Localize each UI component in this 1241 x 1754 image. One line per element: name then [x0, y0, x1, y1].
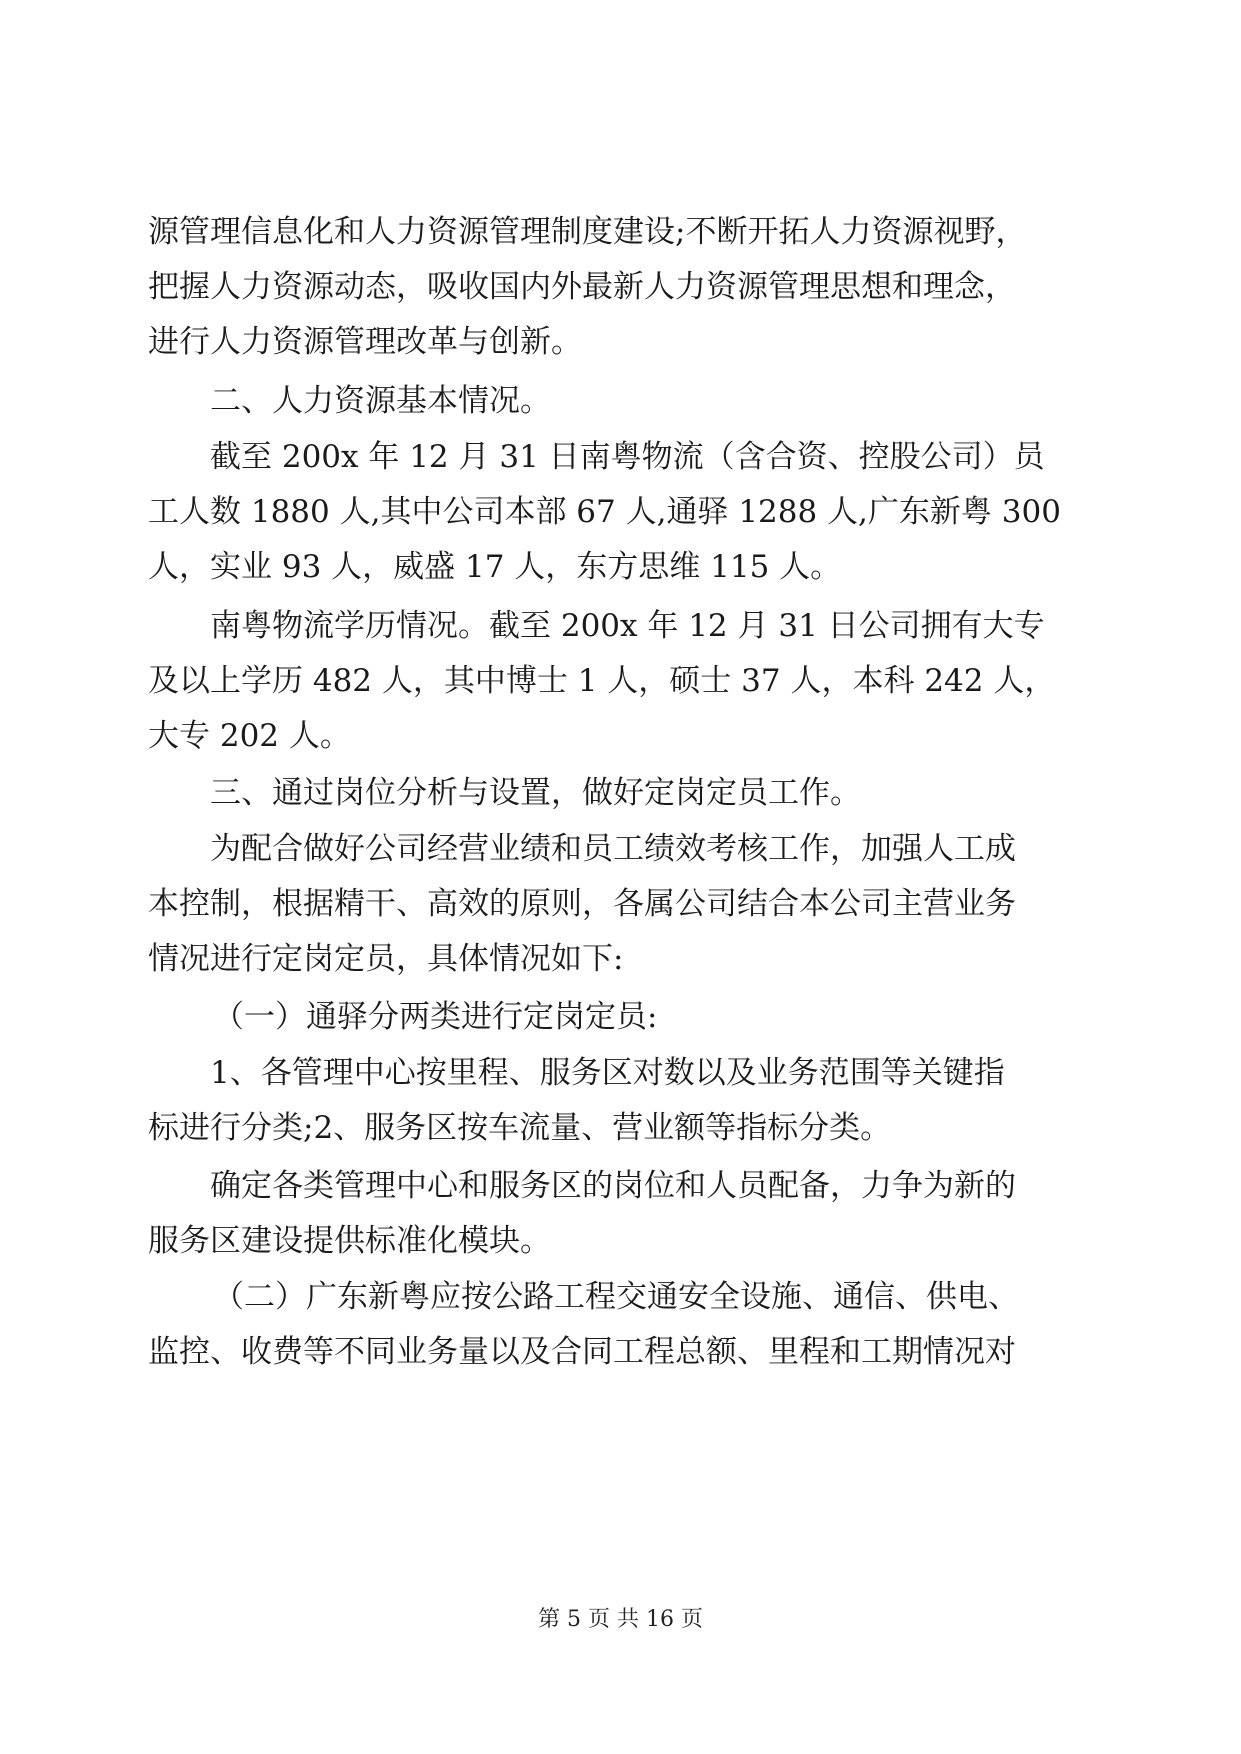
text-line — [0, 267, 1241, 307]
text-line-content: 人，实业 93 人，威盛 17 人，东方思维 115 人。 — [148, 549, 842, 585]
text-line — [0, 716, 1241, 756]
text-line-content: 1、各管理中心按里程、服务区对数以及业务范围等关键指 — [210, 1055, 1005, 1091]
page-footer — [0, 1606, 1241, 1634]
subsection-heading-text: （二）广东新粤应按公路工程交通安全设施、通信、供电、 — [213, 1279, 1019, 1315]
section-heading — [0, 381, 1241, 421]
text-line — [0, 1108, 1241, 1148]
text-line-content: 工人数 1880 人,其中公司本部 67 人,通驿 1288 人,广东新粤 300 — [148, 494, 1061, 530]
text-line-content: 源管理信息化和人力资源管理制度建设;不断开拓人力资源视野， — [148, 214, 1027, 250]
text-line-content: 确定各类管理中心和服务区的岗位和人员配备，力争为新的 — [210, 1168, 1016, 1204]
text-line — [0, 606, 1241, 646]
text-line-content: 标进行分类;2、服务区按车流量、营业额等指标分类。 — [148, 1110, 892, 1146]
subsection-heading-text: （一）通驿分两类进行定岗定员: — [213, 999, 658, 1035]
text-line-content: 大专 202 人。 — [148, 718, 351, 754]
text-line-content: 为配合做好公司经营业绩和员工绩效考核工作，加强人工成 — [210, 831, 1016, 867]
text-line — [0, 212, 1241, 252]
text-line — [0, 1221, 1241, 1261]
text-line-content: 进行人力资源管理改革与创新。 — [148, 324, 582, 360]
subsection-heading — [0, 997, 1241, 1037]
text-line — [0, 939, 1241, 979]
text-line-content: 监控、收费等不同业务量以及合同工程总额、里程和工期情况对 — [148, 1334, 1016, 1370]
text-line — [0, 884, 1241, 924]
text-line — [0, 322, 1241, 362]
text-line-content: 及以上学历 482 人，其中博士 1 人，硕士 37 人，本科 242 人， — [148, 663, 1056, 699]
text-line-content: 把握人力资源动态，吸收国内外最新人力资源管理思想和理念， — [148, 269, 1016, 305]
text-line — [0, 661, 1241, 701]
page-number-label: 第 5 页 共 16 页 — [538, 1607, 703, 1632]
text-line — [0, 547, 1241, 587]
text-line-content: 服务区建设提供标准化模块。 — [148, 1223, 551, 1259]
text-line — [0, 829, 1241, 869]
text-line-content: 本控制，根据精干、高效的原则，各属公司结合本公司主营业务 — [148, 886, 1016, 922]
text-line-content: 南粤物流学历情况。截至 200x 年 12 月 31 日公司拥有大专 — [210, 608, 1045, 644]
text-line — [0, 1053, 1241, 1093]
text-line-content: 截至 200x 年 12 月 31 日南粤物流（含合资、控股公司）员 — [210, 439, 1045, 475]
text-line — [0, 437, 1241, 477]
section-heading-text: 二、人力资源基本情况。 — [210, 383, 551, 419]
text-line — [0, 1332, 1241, 1372]
subsection-heading — [0, 1277, 1241, 1317]
text-line-content: 情况进行定岗定员，具体情况如下: — [148, 941, 624, 977]
text-line — [0, 492, 1241, 532]
section-heading-text: 三、通过岗位分析与设置，做好定岗定员工作。 — [210, 775, 861, 811]
text-line — [0, 1166, 1241, 1206]
section-heading — [0, 773, 1241, 813]
